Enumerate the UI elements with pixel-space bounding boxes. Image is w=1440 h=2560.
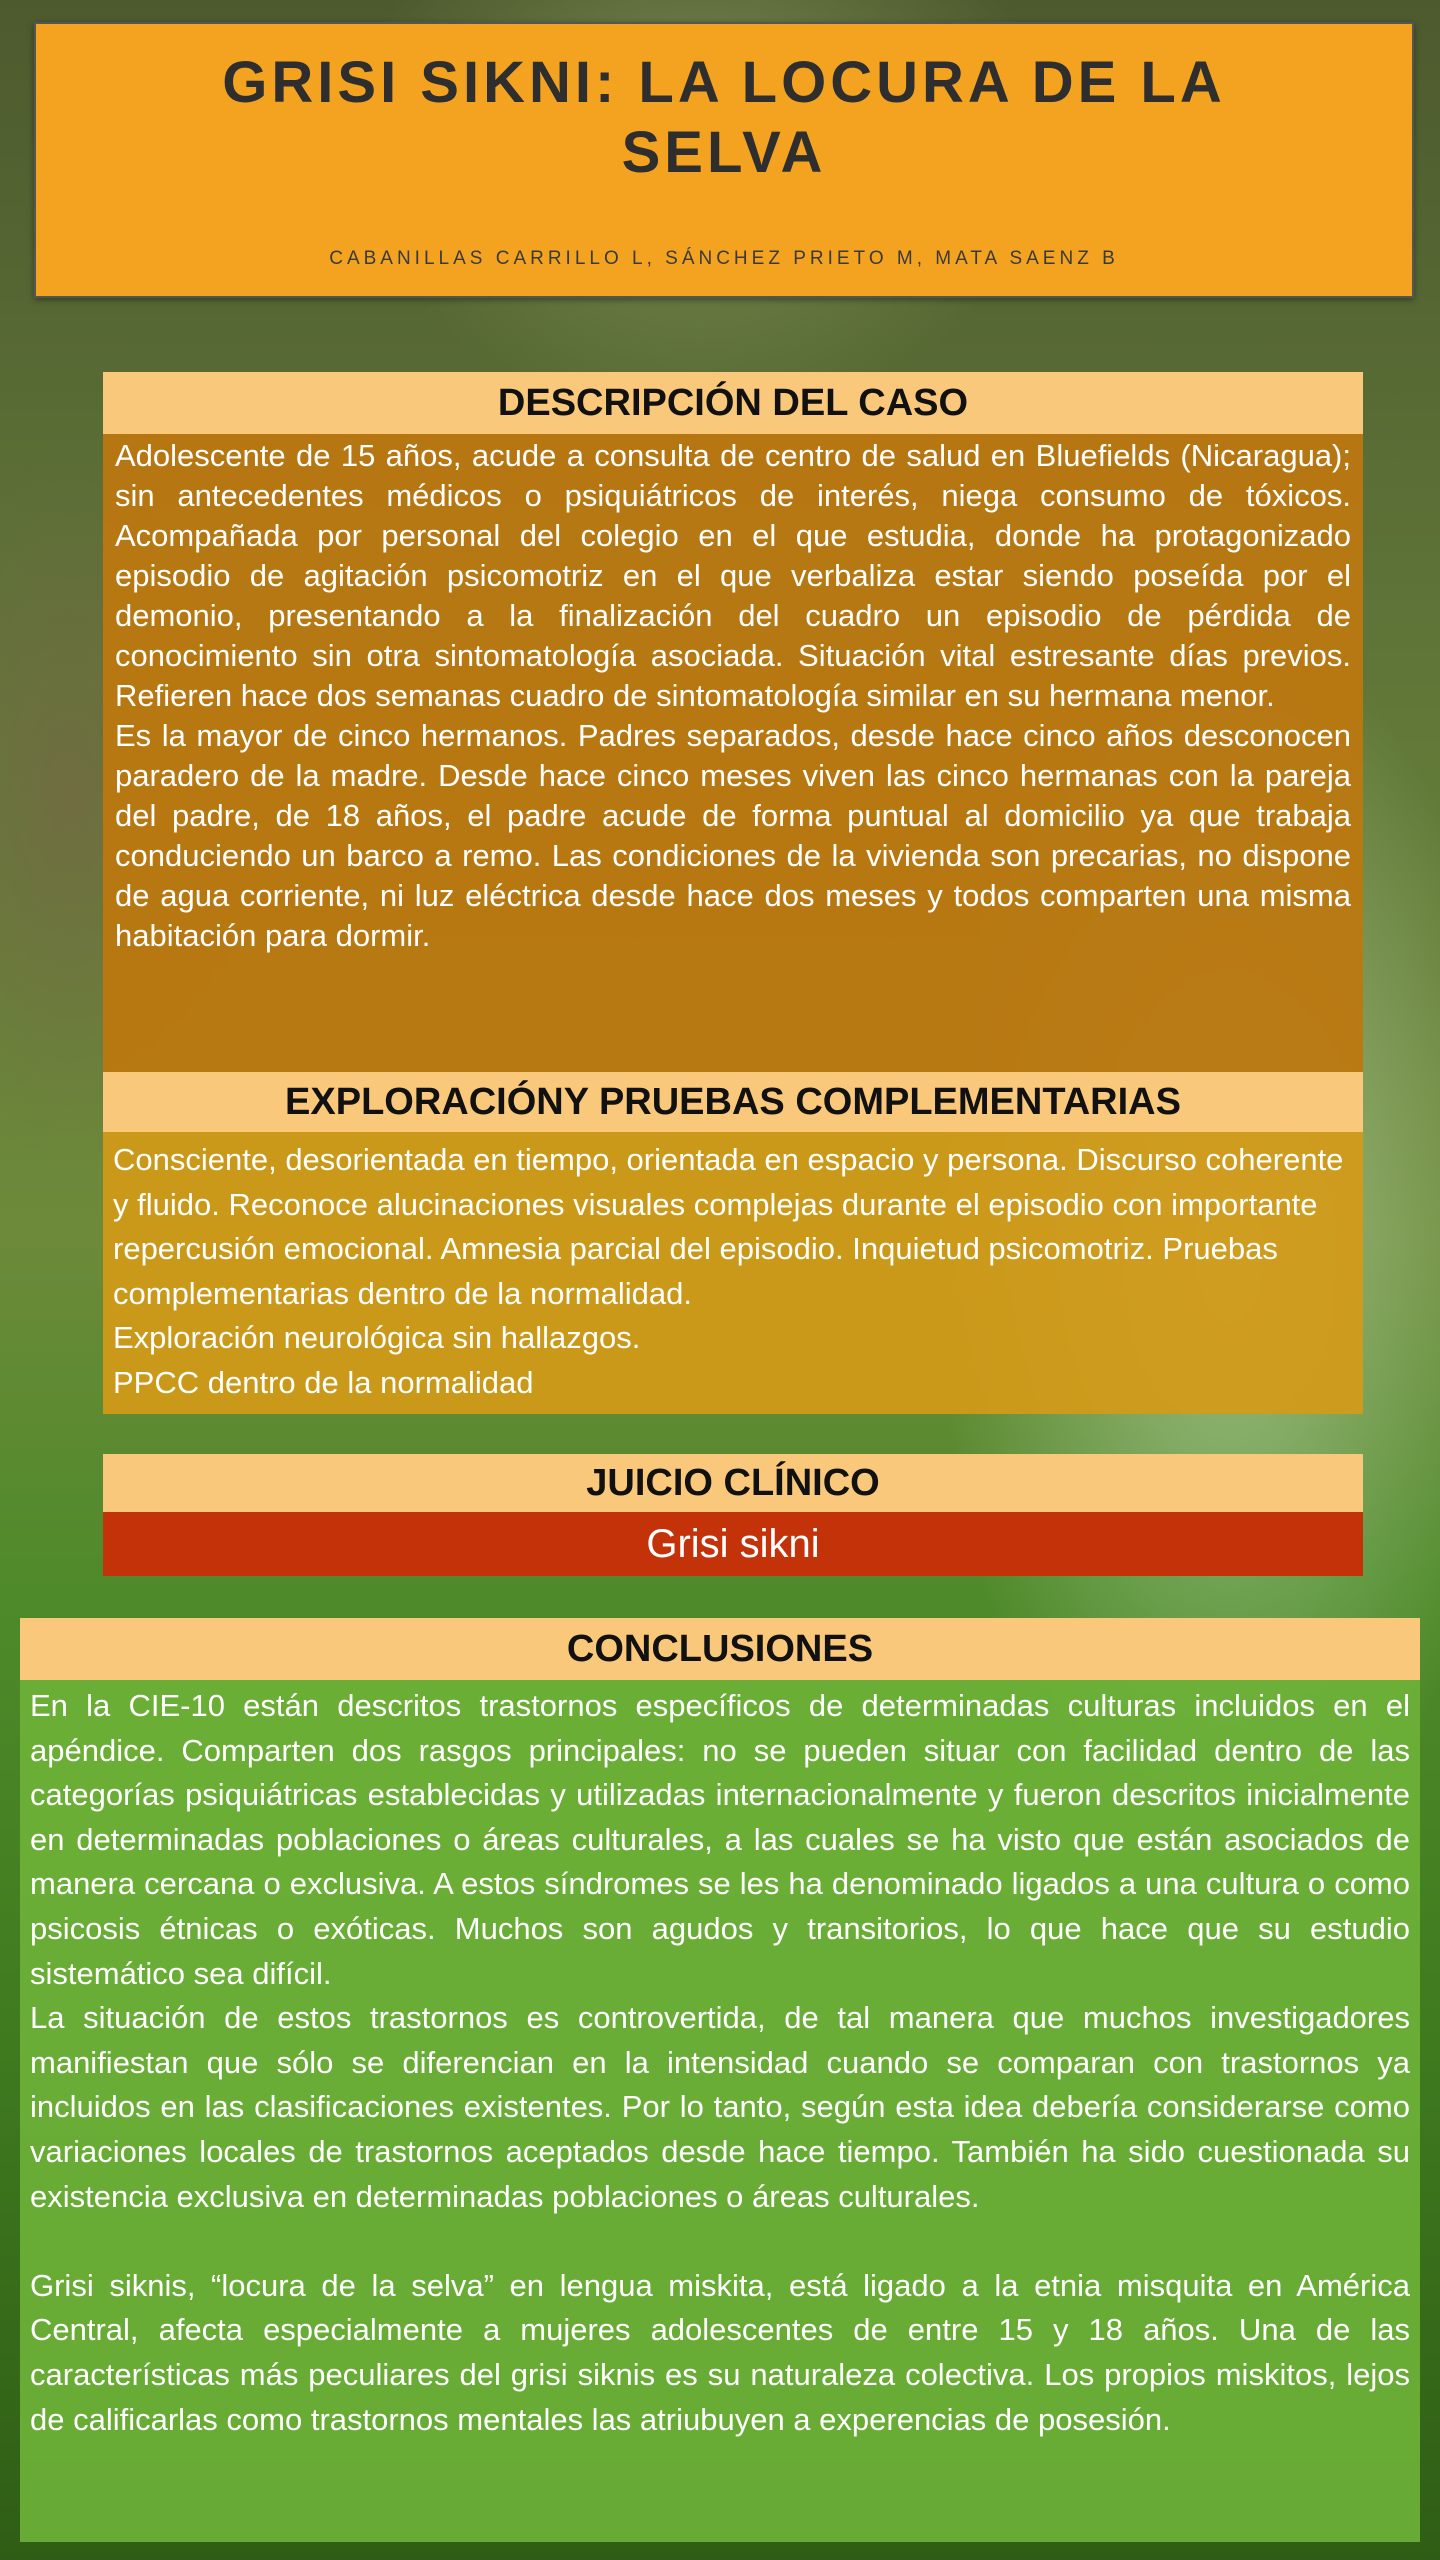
section-conclusiones xyxy=(20,1618,1420,2542)
conclusiones-paragraph-1: En la CIE-10 están descritos trastornos específicos de determinadas culturas incluidos en el apéndice. Comparten dos rasgos principales: no se pueden situar con facilidad dentro de las categorías psiquiátricas establecidas y utilizadas internacionalmente y fueron descritos inicialmente en determinadas poblaciones o áreas culturales, a las cuales se ha visto que están asociados de manera cercana o exclusiva. A estos síndromes se les ha denominado ligados a una cultura o como psicosis étnicas o exóticas. Muchos son agudos y transitorios, lo que hace que su estudio sistemático sea difícil. xyxy=(30,1688,1410,1991)
exploracion-paragraph-3: PPCC dentro de la normalidad xyxy=(113,1364,534,1400)
conclusiones-paragraph-2: La situación de estos trastornos es controvertida, de tal manera que muchos investigadores manifiestan que sólo se diferencian en la intensidad cuando se comparan con trastornos ya incluidos en las clasificaciones existentes. Por lo tanto, según esta idea debería considerarse como variaciones locales de trastornos aceptados desde hace tiempo. También ha sido cuestionada su existencia exclusiva en determinadas poblaciones o áreas culturales. xyxy=(30,2000,1410,2214)
paragraph-spacer xyxy=(30,2219,1410,2264)
poster-title: GRISI SIKNI: LA LOCURA DE LA SELVA xyxy=(222,50,1226,185)
section-body-descripcion xyxy=(103,434,1363,1074)
descripcion-paragraph-1: Adolescente de 15 años, acude a consulta de centro de salud en Bluefields (Nicaragua); sin antecedentes médicos o psiquiátricos de interés, niega consumo de tóxicos. Acompañada por personal del colegio en el que estudia, donde ha protagonizado episodio de agitación psicomotriz en el que verbaliza estar siendo poseída por el demonio, presentando a la finalización del cuadro un episodio de pérdida de conocimiento sin otra sintomatología asociada. Situación vital estresante días previos. Refieren hace dos semanas cuadro de sintomatología similar en su hermana menor. xyxy=(115,438,1351,713)
section-title-conclusiones: CONCLUSIONES xyxy=(20,1618,1420,1680)
section-title-exploracion: EXPLORACIÓNY PRUEBAS COMPLEMENTARIAS xyxy=(103,1072,1363,1132)
section-title-juicio: JUICIO CLÍNICO xyxy=(103,1454,1363,1512)
section-exploracion xyxy=(103,1072,1363,1414)
section-juicio-clinico xyxy=(103,1454,1363,1576)
section-descripcion xyxy=(103,372,1363,1074)
conclusiones-paragraph-3: Grisi siknis, “locura de la selva” en lengua miskita, está ligado a la etnia misquita en América Central, afecta especialmente a mujeres adolescentes de entre 15 y 18 años. Una de las características más peculiares del grisi siknis es su naturaleza colectiva. Los propios miskitos, lejos de calificarlas como trastornos mentales las atriubuyen a experencias de posesión. xyxy=(30,2267,1410,2437)
exploracion-paragraph-2: Exploración neurológica sin hallazgos. xyxy=(113,1320,641,1355)
poster-authors: CABANILLAS CARRILLO L, SÁNCHEZ PRIETO M, MATA SAENZ B xyxy=(329,248,1119,269)
descripcion-paragraph-2: Es la mayor de cinco hermanos. Padres separados, desde hace cinco años desconocen paradero de la madre. Desde hace cinco meses viven las cinco hermanas con la pareja del padre, de 18 años, el padre acude de forma puntual al domicilio ya que trabaja conduciendo un barco a remo. Las condiciones de la vivienda son precarias, no dispone de agua corriente, ni luz eléctrica desde hace dos meses y todos comparten una misma habitación para dormir. xyxy=(115,718,1351,953)
section-body-exploracion xyxy=(103,1132,1363,1414)
poster-header xyxy=(34,22,1414,298)
section-title-descripcion: DESCRIPCIÓN DEL CASO xyxy=(103,372,1363,434)
diagnosis-banner: Grisi sikni xyxy=(103,1512,1363,1576)
exploracion-paragraph-1: Consciente, desorientada en tiempo, orientada en espacio y persona. Discurso coherente y fluido. Reconoce alucinaciones visuales complejas durante el episodio con importante repercusión emocional. Amnesia parcial del episodio. Inquietud psicomotriz. Pruebas complementarias dentro de la normalidad. xyxy=(113,1142,1344,1311)
section-body-conclusiones xyxy=(20,1680,1420,2542)
